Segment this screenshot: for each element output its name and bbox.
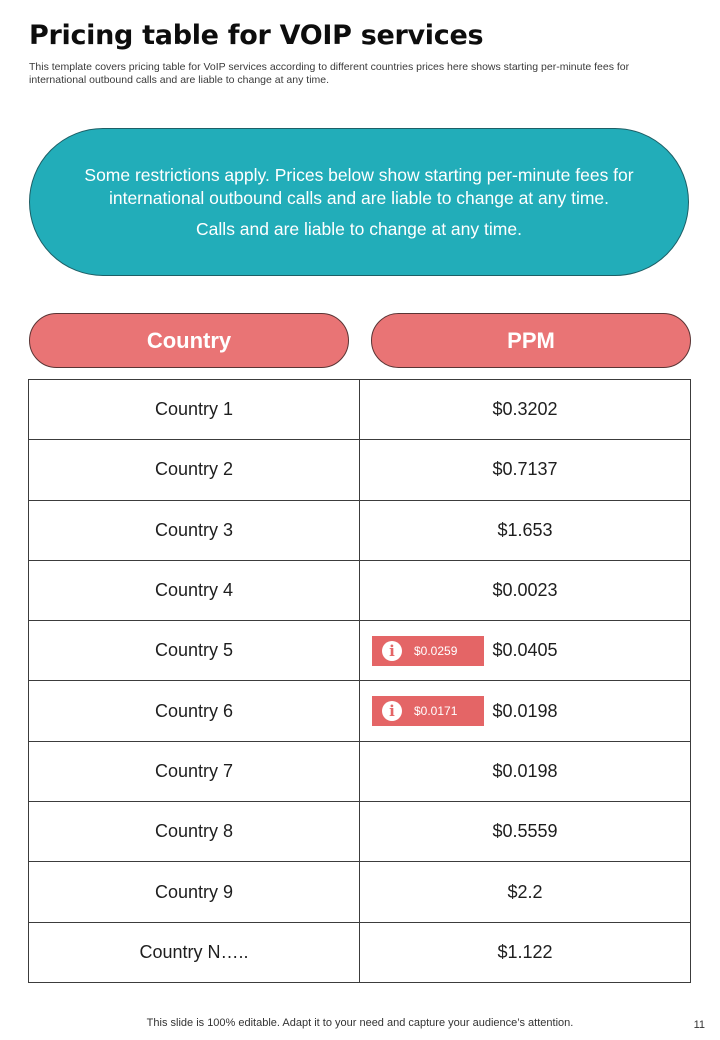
ppm-cell	[359, 500, 690, 560]
ppm-cell	[359, 440, 690, 500]
ppm-cell	[359, 862, 690, 922]
country-column-header: Country	[29, 313, 349, 368]
price-note-value: $0.0259	[413, 644, 458, 659]
footer-note: This slide is 100% editable. Adapt it to your need and capture your audience’s attention.	[146, 1017, 574, 1029]
ppm-value: $1.122	[497, 941, 553, 962]
country-cell: Country 5	[29, 621, 360, 681]
table-row	[29, 922, 691, 982]
table-row	[29, 500, 691, 560]
banner-text-primary: Some restrictions apply. Prices below show starting per-minute fees for international outbound calls and are liable to change at any time.	[84, 164, 634, 208]
country-cell: Country 4	[29, 560, 360, 620]
price-note-callout	[372, 636, 484, 666]
country-cell: Country 8	[29, 802, 360, 862]
country-cell: Country 6	[29, 681, 360, 741]
price-note-value: $0.0171	[413, 704, 458, 719]
pricing-table	[28, 379, 691, 983]
ppm-value: $0.5559	[492, 821, 558, 842]
ppm-cell	[359, 621, 690, 681]
ppm-cell	[359, 802, 690, 862]
ppm-cell	[359, 922, 690, 982]
ppm-value: $1.653	[497, 519, 553, 540]
table-row	[29, 621, 691, 681]
table-row	[29, 380, 691, 440]
country-cell: Country N…..	[29, 922, 360, 982]
country-cell: Country 9	[29, 862, 360, 922]
ppm-cell	[359, 681, 690, 741]
ppm-value: $0.0198	[492, 760, 558, 781]
page-title: Pricing table for VOIP services	[29, 20, 484, 51]
table-row	[29, 741, 691, 801]
ppm-value: $0.0198	[492, 700, 558, 721]
restrictions-banner	[29, 128, 689, 276]
ppm-value: $0.0023	[492, 580, 558, 601]
ppm-cell	[359, 380, 690, 440]
country-cell: Country 3	[29, 500, 360, 560]
table-row	[29, 862, 691, 922]
banner-text-secondary: Calls and are liable to change at any time.	[196, 218, 522, 239]
country-cell: Country 1	[29, 380, 360, 440]
ppm-cell	[359, 560, 690, 620]
ppm-column-header: PPM	[371, 313, 691, 368]
ppm-value: $0.3202	[492, 399, 558, 420]
info-icon: i	[382, 641, 402, 661]
page-number: 11	[693, 1019, 705, 1031]
table-row	[29, 560, 691, 620]
table-row	[29, 802, 691, 862]
ppm-value: $2.2	[507, 881, 543, 902]
price-note-callout	[372, 696, 484, 726]
ppm-cell	[359, 741, 690, 801]
table-row	[29, 440, 691, 500]
ppm-value: $0.7137	[492, 459, 558, 480]
country-cell: Country 7	[29, 741, 360, 801]
ppm-value: $0.0405	[492, 640, 558, 661]
info-icon: i	[382, 701, 402, 721]
table-row	[29, 681, 691, 741]
page-subtitle: This template covers pricing table for VoIP services according to different countries prices here shows starting per-minute fees for international outbound calls and are liable to change at any time.	[29, 61, 630, 86]
country-cell: Country 2	[29, 440, 360, 500]
